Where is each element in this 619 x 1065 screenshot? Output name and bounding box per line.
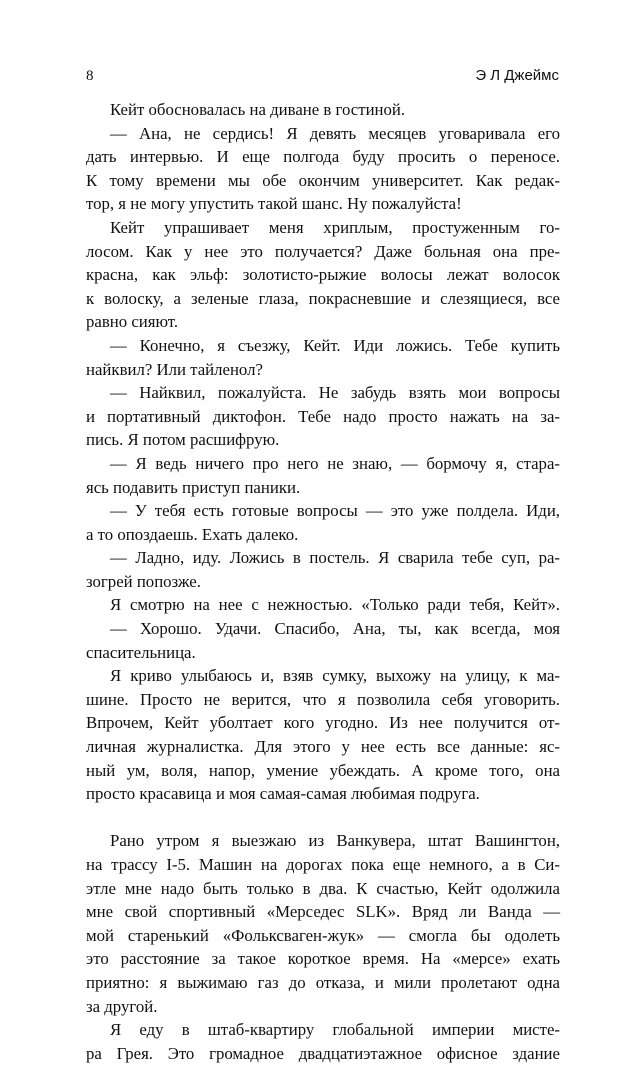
- text-line: — Найквил, пожалуйста. Не забудь взять мои вопросы: [110, 383, 560, 403]
- text-line: личная журналистка. Для этого у нее есть все данные: яс-: [86, 737, 560, 757]
- text-line: шине. Просто не верится, что я позволила себя уговорить.: [86, 689, 560, 709]
- text-line: ра Грея. Это громадное двадцатиэтажное офисное здание: [86, 1043, 560, 1063]
- text-line: — Ана, не сердись! Я девять месяцев уговаривала его: [110, 123, 560, 143]
- text-line: Впрочем, Кейт уболтает кого угодно. Из нее получится от-: [86, 713, 560, 733]
- text-line: и портативный диктофон. Тебе надо просто нажать на за-: [86, 406, 560, 426]
- text-line: за другой.: [86, 996, 158, 1016]
- text-line: этле мне надо быть только в два. К счастью, Кейт одолжила: [86, 878, 560, 898]
- text-line: мой старенький «Фольксваген-жук» — смогла бы одолеть: [86, 925, 560, 945]
- text-line: спасительница.: [86, 642, 196, 662]
- text-line: — Я ведь ничего про него не знаю, — бормочу я, стара-: [110, 453, 560, 473]
- page-number: 8: [86, 68, 94, 84]
- body-text: [86, 98, 560, 1065]
- text-line: Я смотрю на нее с нежностью. «Только ради тебя, Кейт».: [110, 595, 560, 615]
- text-line: пись. Я потом расшифрую.: [86, 430, 280, 450]
- text-section-2: [86, 829, 560, 1065]
- text-line: на трассу I-5. Машин на дорогах пока еще немного, а в Си-: [86, 855, 560, 874]
- section-break: [86, 806, 560, 830]
- text-line: мне свой спортивный «Мерседес SLK». Вряд ли Ванда —: [86, 902, 560, 922]
- text-line: Рано утром я выезжаю из Ванкувера, штат Вашингтон,: [110, 831, 560, 851]
- text-line: Кейт обосновалась на диване в гостиной.: [110, 100, 406, 119]
- text-section-1: [86, 98, 560, 806]
- text-line: — Конечно, я съезжу, Кейт. Иди ложись. Тебе купить: [110, 335, 560, 355]
- text-line: просто красавица и моя самая-самая любимая подруга.: [86, 784, 480, 804]
- text-line: Кейт упрашивает меня хриплым, простуженным го-: [110, 217, 560, 237]
- text-line: Я криво улыбаюсь и, взяв сумку, выхожу на улицу, к ма-: [110, 666, 560, 686]
- text-line: лосом. Как у нее это получается? Даже больная она пре-: [86, 241, 560, 261]
- text-line: зогрей попозже.: [86, 571, 201, 591]
- text-line: ный ум, воля, напор, умение убеждать. А кроме того, она: [86, 760, 560, 780]
- text-line: равно сияют.: [86, 312, 179, 332]
- text-line: приятно: я выжимаю газ до отказа, и мили пролетают одна: [86, 972, 560, 992]
- text-line: Я еду в штаб-квартиру глобальной империи мисте-: [110, 1020, 560, 1040]
- text-line: красна, как эльф: золотисто-рыжие волосы лежат волосок: [86, 265, 560, 285]
- text-line: дать интервью. И еще полгода буду просить о переносе.: [86, 147, 560, 167]
- text-line: — У тебя есть готовые вопросы — это уже полдела. Иди,: [110, 501, 560, 521]
- text-line: к волоску, а зеленые глаза, покрасневшие и слезящиеся, все: [86, 288, 560, 308]
- text-line: тор, я не могу упустить такой шанс. Ну пожалуйста!: [86, 194, 462, 214]
- text-line: найквил? Или тайленол?: [86, 359, 263, 379]
- text-line: — Ладно, иду. Ложись в постель. Я сварила тебе суп, ра-: [110, 548, 560, 568]
- text-line: — Хорошо. Удачи. Спасибо, Ана, ты, как всегда, моя: [110, 619, 560, 639]
- text-line: К тому времени мы обе окончим университет. Как редак-: [86, 170, 560, 190]
- text-line: это расстояние за такое короткое время. На «мерсе» ехать: [86, 949, 560, 969]
- text-line: ясь подавить приступ паники.: [86, 477, 301, 497]
- text-line: а то опоздаешь. Ехать далеко.: [86, 524, 299, 544]
- running-head: Э Л Джеймс: [475, 67, 559, 84]
